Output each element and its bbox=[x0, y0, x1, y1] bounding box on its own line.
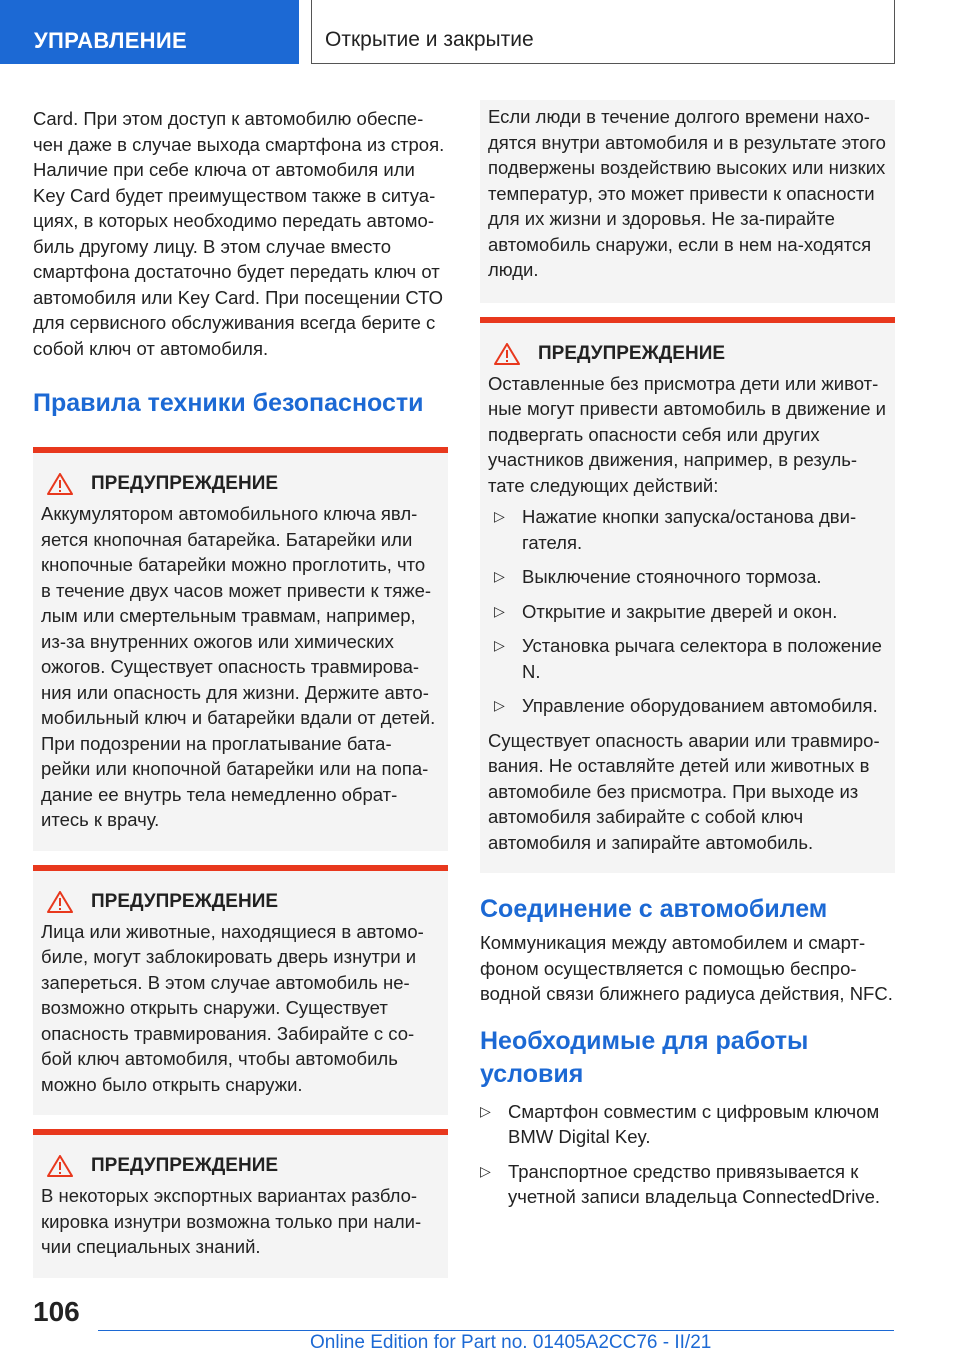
warning-header bbox=[41, 891, 440, 913]
intro-paragraph: Card. При этом доступ к автомобилю обеспе-чен даже в случае выхода смартфона из строя. Наличие при себе ключа от автомобиля или Key Card будет преимуществом также в ситуа-циях, в которых необходимо передать автомо-биль другому лицу. В этом случае вместо смартфона достаточно будет передать ключ от автомобиля или Key Card. При посещении СТО для сервисного обслуживания всегда берите с собой ключ от автомобиля. bbox=[33, 108, 445, 359]
header-divider bbox=[311, 0, 312, 64]
warning-box-unattended bbox=[480, 317, 895, 874]
warning-header bbox=[41, 1155, 440, 1177]
warning-box-battery bbox=[33, 447, 448, 851]
requirements-heading: Необходимые для работы условия bbox=[480, 1026, 809, 1088]
triangle-right-icon: ▷ bbox=[494, 568, 505, 584]
warning-tail-text: Существует опасность аварии или травмиро-вания. Не оставляйте детей или животных в автомобиле без присмотра. При выходе из автомобиля забирайте с собой ключ автомобиля и запирайте автомобиль. bbox=[488, 729, 880, 853]
warning-text: В некоторых экспортных вариантах разбло-кировка изнутри возможна только при нали-чии специальных знаний. bbox=[41, 1185, 422, 1257]
warning-triangle-icon bbox=[47, 473, 73, 495]
list-item: ▷ Нажатие кнопки запуска/останова дви-гателя. bbox=[494, 506, 857, 553]
header-underline bbox=[311, 63, 895, 64]
warning-title: ПРЕДУПРЕЖДЕНИЕ bbox=[91, 1155, 279, 1176]
list-item: ▷ Открытие и закрытие дверей и окон. bbox=[488, 599, 887, 625]
warning-triangle-icon bbox=[494, 343, 520, 365]
list-item: ▷ Управление оборудованием автомобиля. bbox=[488, 693, 887, 719]
triangle-right-icon: ▷ bbox=[494, 637, 505, 653]
right-column bbox=[480, 100, 895, 1219]
footer-edition: Online Edition for Part no. 01405A2CC76 - II/21 bbox=[310, 1332, 712, 1353]
safety-heading: Правила техники безопасности bbox=[33, 389, 424, 417]
warning-triangle-icon bbox=[47, 1155, 73, 1177]
triangle-right-icon: ▷ bbox=[480, 1102, 491, 1119]
page-number: 106 bbox=[33, 1296, 80, 1327]
warning-header bbox=[41, 473, 440, 495]
warning-triangle-icon bbox=[47, 891, 73, 913]
list-item: ▷ Выключение стояночного тормоза. bbox=[488, 564, 887, 590]
continued-warning-box bbox=[480, 100, 895, 303]
warning-title: ПРЕДУПРЕЖДЕНИЕ bbox=[91, 473, 279, 494]
triangle-right-icon: ▷ bbox=[480, 1162, 491, 1179]
page-title: Открытие и закрытие bbox=[325, 28, 534, 51]
warning-header bbox=[488, 343, 887, 365]
triangle-right-icon: ▷ bbox=[494, 508, 505, 524]
warning-title: ПРЕДУПРЕЖДЕНИЕ bbox=[538, 342, 726, 364]
requirements-list bbox=[480, 1099, 895, 1210]
section-tab: УПРАВЛЕНИЕ bbox=[0, 0, 299, 64]
footer-rule bbox=[98, 1330, 894, 1331]
list-item: ▷ Смартфон совместим с цифровым ключом BMW Digital Key. bbox=[480, 1100, 880, 1147]
continued-warning-text: Если люди в течение долгого времени нахо-дятся внутри автомобиля и в результате этого подвержены воздействию высоких или низких температур, это может привести к опасности для их жизни и здоровья. Не за-пирайте автомобиль снаружи, если в нем на-ходятся люди. bbox=[488, 106, 886, 280]
warning-text: Оставленные без присмотра дети или живот-ные могут привести автомобиль в движение и подвергать опасности себя или других участников движения, например, в резуль-тате следующих действий: bbox=[488, 372, 886, 496]
warning-text: Лица или животные, находящиеся в автомо-биле, могут заблокировать дверь изнутри и запереться. В этом случае автомобиль не-возможно открыть снаружи. Существует опасность травмирования. Забирайте с со-бой ключ автомобиля, чтобы автомобиль можно было открыть снаружи. bbox=[41, 920, 424, 1095]
warning-box-export bbox=[33, 1129, 448, 1278]
connection-heading: Соединение с автомобилем bbox=[480, 895, 828, 923]
connection-paragraph: Коммуникация между автомобилем и смарт-фоном осуществляется с помощью беспро-водной связи ближнего радиуса действия, NFC. bbox=[480, 932, 893, 1004]
warning-text: Аккумулятором автомобильного ключа явл-яется кнопочная батарейка. Батарейки или кнопочные батарейки можно проглотить, что в течение двух часов может привести к тяже-лым или смертельным травмам, например, из-за внутренних ожогов или химических ожогов. Существует опасность травмирова-ния или опасность для жизни. Держите авто-мобильный ключ и батарейки вдали от детей. При подозрении на проглатывание бата-рейки или кнопочной батарейки или на попа-дание ее внутрь тела немедленно обрат-итесь к врачу. bbox=[41, 503, 436, 830]
triangle-right-icon: ▷ bbox=[494, 697, 505, 713]
left-column bbox=[33, 100, 448, 1278]
header-divider-right bbox=[894, 0, 895, 64]
list-item: ▷ Транспортное средство привязывается к учетной записи владельца ConnectedDrive. bbox=[480, 1160, 881, 1207]
warning-action-list bbox=[488, 504, 887, 719]
triangle-right-icon: ▷ bbox=[494, 602, 505, 619]
warning-box-locked-in bbox=[33, 865, 448, 1116]
list-item: ▷ Установка рычага селектора в положение N. bbox=[494, 635, 882, 682]
warning-title: ПРЕДУПРЕЖДЕНИЕ bbox=[91, 890, 279, 912]
